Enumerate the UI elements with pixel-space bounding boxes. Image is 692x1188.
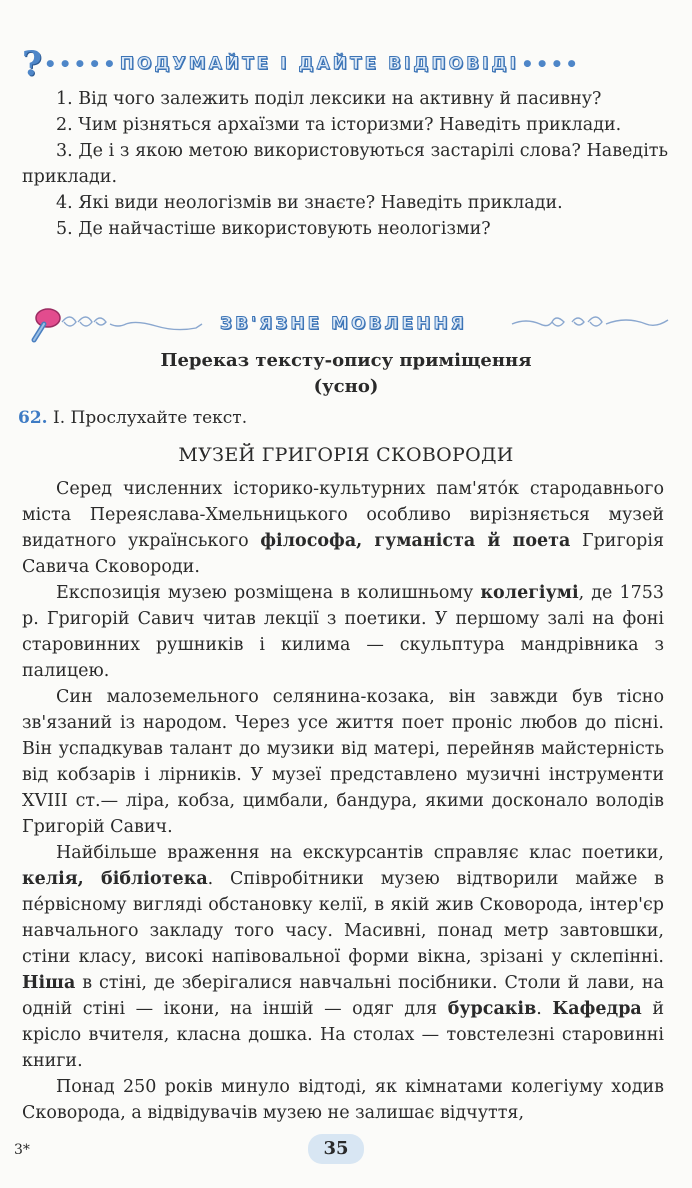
question-item: 2. Чим різняться архаїзми та історизми? Наведіть приклади. — [56, 115, 622, 135]
section-subtitle-note: (усно) — [313, 376, 379, 397]
section-subtitle: Переказ тексту-опису приміщення — [160, 350, 532, 371]
text-body — [22, 476, 664, 1126]
question-item: 5. Де найчастіше використовують неологізми? — [56, 219, 491, 239]
speech-heading-title: ЗВ'ЯЗНЕ МОВЛЕННЯ — [220, 314, 467, 334]
paragraph — [22, 476, 664, 580]
bold-term: келія, бібліотека — [22, 869, 208, 889]
text-title: МУЗЕЙ ГРИГОРІЯ СКОВОРОДИ — [178, 444, 514, 466]
question-mark-icon: ? — [22, 44, 42, 84]
paragraph — [22, 580, 664, 684]
signature-mark: 3* — [14, 1142, 30, 1158]
heading-dots-left: ••••• — [43, 52, 118, 76]
questions-list — [22, 86, 668, 242]
paragraph-text: в стіні, де зберігалися навчальні посібники. Столи й лави, на одній стіні — ікони, на іншій — одяг для — [22, 973, 664, 1019]
heading-dots-right: •••• — [520, 52, 581, 76]
question-item: 4. Які види неологізмів ви знаєте? Наведіть приклади. — [56, 193, 563, 213]
paragraph-text: . — [536, 999, 553, 1019]
exercise-instruction: І. Прослухайте текст. — [52, 408, 248, 428]
paragraph: Син малоземельного селянина-козака, він завжди був тісно зв'язаний із народом. Через усе життя поет проніс любов до пісні. Він успадкував талант до музики від матері, перейняв майстерність від кобзарів і лірників. У музеї представлено музичні інструменти XVIII ст.— ліра, кобза, цимбали, бандура, якими досконало володів Григорій Савич. — [22, 687, 664, 837]
paragraph-text: Серед численних історико-культурних пам'ято́к стародавнього міста Переяслава-Хмельницького особливо вирізняється музей видатного українського — [22, 479, 664, 551]
paragraph — [22, 840, 664, 1074]
bold-term: бурсаків — [447, 999, 537, 1019]
questions-heading-title: ПОДУМАЙТЕ І ДАЙТЕ ВІДПОВІДІ — [119, 54, 519, 74]
bold-term: Ніша — [22, 973, 76, 993]
bold-term: колегіумі — [480, 583, 579, 603]
question-item: 3. Де і з якою метою використовуються застарілі слова? Наведіть приклади. — [22, 141, 668, 187]
bold-term: Кафедра — [552, 999, 642, 1019]
paragraph-text: й крісло вчителя, класна дошка. На столах — товстелезні старовинні книги. — [22, 999, 664, 1071]
paragraph-text: . Співробітники музею відтворили майже в пе́рвісному вигляді обстановку келії, в якій жив Сковорода, інтер'єр навчального закладу того часу. Масивні, понад метр завтовшки, стіни класу, високі напівовальної форми вікна, зрізані у склепінні. — [22, 869, 664, 967]
paragraph-text: Експозиція музею розміщена в колишньому — [56, 583, 481, 603]
paragraph: Понад 250 років минуло відтоді, як кімнатами колегіуму ходив Сковорода, а відвідувачів музею не залишає відчуття, — [22, 1077, 664, 1123]
paragraph-text: Найбільше враження на екскурсантів справляє клас поетики, — [56, 843, 664, 863]
paragraph-text: , де 1753 р. Григорій Савич читав лекції з поетики. У першому залі на фоні старовинних рушників і килима — скульптура мандрівника з палицею. — [22, 583, 665, 681]
bold-term: філософа, гуманіста й поета — [260, 531, 571, 551]
page-number: 35 — [308, 1134, 364, 1164]
questions-heading — [22, 46, 672, 82]
speech-heading — [22, 302, 672, 346]
question-item: 1. Від чого залежить поділ лексики на активну й пасивну? — [56, 89, 602, 109]
exercise-line — [18, 408, 247, 428]
exercise-number: 62. — [18, 408, 48, 428]
paragraph-text: Григорія Савича Сковороди. — [22, 531, 664, 577]
